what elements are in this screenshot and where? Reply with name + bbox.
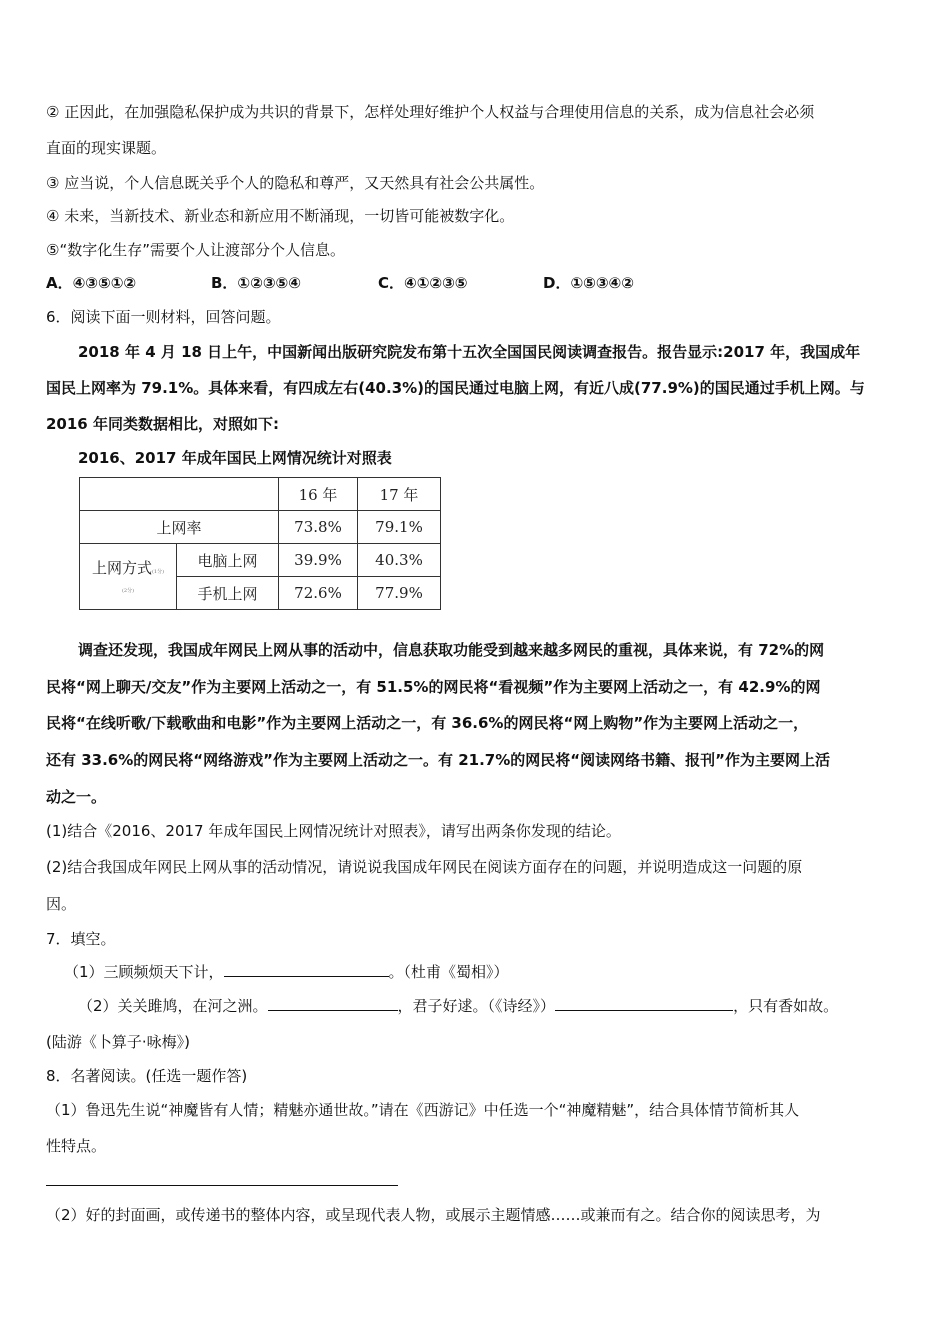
question-7-title: 7．填空。	[46, 930, 116, 948]
q7-s1-prefix: （1）三顾频烦天下计，	[64, 963, 224, 981]
q7-blank-1	[64, 962, 509, 982]
method-note: (1分)	[151, 569, 165, 575]
q6-paragraph-2-line-3: 民将“在线听歌/下载歌曲和电影”作为主要网上活动之一，有 36.6%的网民将“网上购物”作为主要网上活动之一，	[46, 714, 809, 732]
pc-2017: 40.3%	[358, 544, 441, 577]
col-header-2017: 17 年	[358, 478, 441, 511]
q7-s2-suffix: ，只有香如故。	[733, 997, 839, 1015]
answer-line[interactable]	[46, 1185, 398, 1186]
pc-2016: 39.9%	[279, 544, 358, 577]
q7-source-lu-you: (陆游《卜算子·咏梅》)	[46, 1033, 190, 1051]
item-2-line-2: 直面的现实课题。	[46, 139, 167, 157]
q8-option-1-line-1: （1）鲁迅先生说“神魔皆有人情；精魅亦通世故。”请在《西游记》中任选一个“神魔精魅”，结合具体情节简析其人	[46, 1101, 800, 1119]
q6-paragraph-2-line-4: 还有 33.6%的网民将“网络游戏”作为主要网上活动之一。有 21.7%的网民将“阅读网络书籍、报刊”作为主要网上活	[46, 751, 830, 769]
rate-2017: 79.1%	[358, 511, 441, 544]
col-header-2016: 16 年	[279, 478, 358, 511]
rate-2016: 73.8%	[279, 511, 358, 544]
question-5-item-3: ③ 应当说，个人信息既关乎个人的隐私和尊严，又天然具有社会公共属性。	[46, 174, 545, 192]
pc-label: 电脑上网	[177, 544, 279, 577]
q6-paragraph-2-line-5: 动之一。	[46, 788, 107, 806]
table-row-pc	[80, 544, 441, 577]
q7-s1-suffix: 。（杜甫《蜀相》）	[388, 963, 509, 981]
answer-blank-3[interactable]	[555, 996, 733, 1011]
method-label: 上网方式	[91, 559, 152, 577]
row-label-rate: 上网率	[80, 511, 279, 544]
q7-blank-2	[78, 996, 838, 1016]
q6-paragraph-1-line-1: 2018 年 4 月 18 日上午，中国新闻出版研究院发布第十五次全国国民阅读调查报告。报告显示:2017 年，我国成年	[78, 343, 861, 361]
internet-stats-table	[79, 477, 441, 610]
q7-s2-prefix: （2）关关雎鸠，在河之洲。	[78, 997, 268, 1015]
option-c: C．④①②③⑤	[378, 274, 468, 292]
table-corner-cell	[80, 478, 279, 511]
q6-paragraph-2-line-1: 调查还发现，我国成年网民上网从事的活动中，信息获取功能受到越来越多网民的重视，具体来说，有 72%的网	[78, 641, 825, 659]
q6-paragraph-1-line-3: 2016 年同类数据相比，对照如下:	[46, 415, 279, 433]
q8-option-1-line-2: 性特点。	[46, 1137, 107, 1155]
method-note-2: (2分)	[121, 588, 135, 594]
option-b: B．①②③⑤④	[211, 274, 301, 292]
option-a: A．④③⑤①②	[46, 274, 137, 292]
mobile-label: 手机上网	[177, 577, 279, 610]
q8-option-2-line-1: （2）好的封面画，或传递书的整体内容，或呈现代表人物，或展示主题情感……或兼而有之。结合你的阅读思考，为	[46, 1206, 821, 1224]
item-2-line-1: ② 正因此，在加强隐私保护成为共识的背景下，怎样处理好维护个人权益与合理使用信息的关系，成为信息社会必须	[46, 103, 815, 121]
mobile-2017: 77.9%	[358, 577, 441, 610]
q6-paragraph-2-line-2: 民将“网上聊天/交友”作为主要网上活动之一，有 51.5%的网民将“看视频”作为主要网上活动之一，有 42.9%的网	[46, 678, 821, 696]
q7-s2-middle: ，君子好逑。（《诗经》）	[397, 997, 556, 1015]
answer-blank-1[interactable]	[224, 962, 389, 977]
row-label-method	[80, 544, 177, 610]
question-5-item-5: ⑤“数字化生存”需要个人让渡部分个人信息。	[46, 241, 345, 259]
question-6-title: 6．阅读下面一则材料，回答问题。	[46, 308, 281, 326]
mobile-2016: 72.6%	[279, 577, 358, 610]
table-header-row	[80, 478, 441, 511]
q6-subquestion-2-line-2: 因。	[46, 895, 77, 913]
question-5-item-4: ④ 未来，当新技术、新业态和新应用不断涌现，一切皆可能被数字化。	[46, 207, 515, 225]
answer-blank-2[interactable]	[268, 996, 398, 1011]
table-row-rate	[80, 511, 441, 544]
table-title: 2016、2017 年成年国民上网情况统计对照表	[78, 449, 392, 467]
question-8-title: 8．名著阅读。(任选一题作答)	[46, 1067, 248, 1085]
q6-subquestion-2-line-1: (2)结合我国成年网民上网从事的活动情况，请说说我国成年网民在阅读方面存在的问题，并说明造成这一问题的原	[46, 858, 803, 876]
q6-paragraph-1-line-2: 国民上网率为 79.1%。具体来看，有四成左右(40.3%)的国民通过电脑上网，有近八成(77.9%)的国民通过手机上网。与	[46, 379, 865, 397]
option-d: D．①⑤③④②	[543, 274, 634, 292]
q6-subquestion-1: (1)结合《2016、2017 年成年国民上网情况统计对照表》，请写出两条你发现的结论。	[46, 822, 621, 840]
